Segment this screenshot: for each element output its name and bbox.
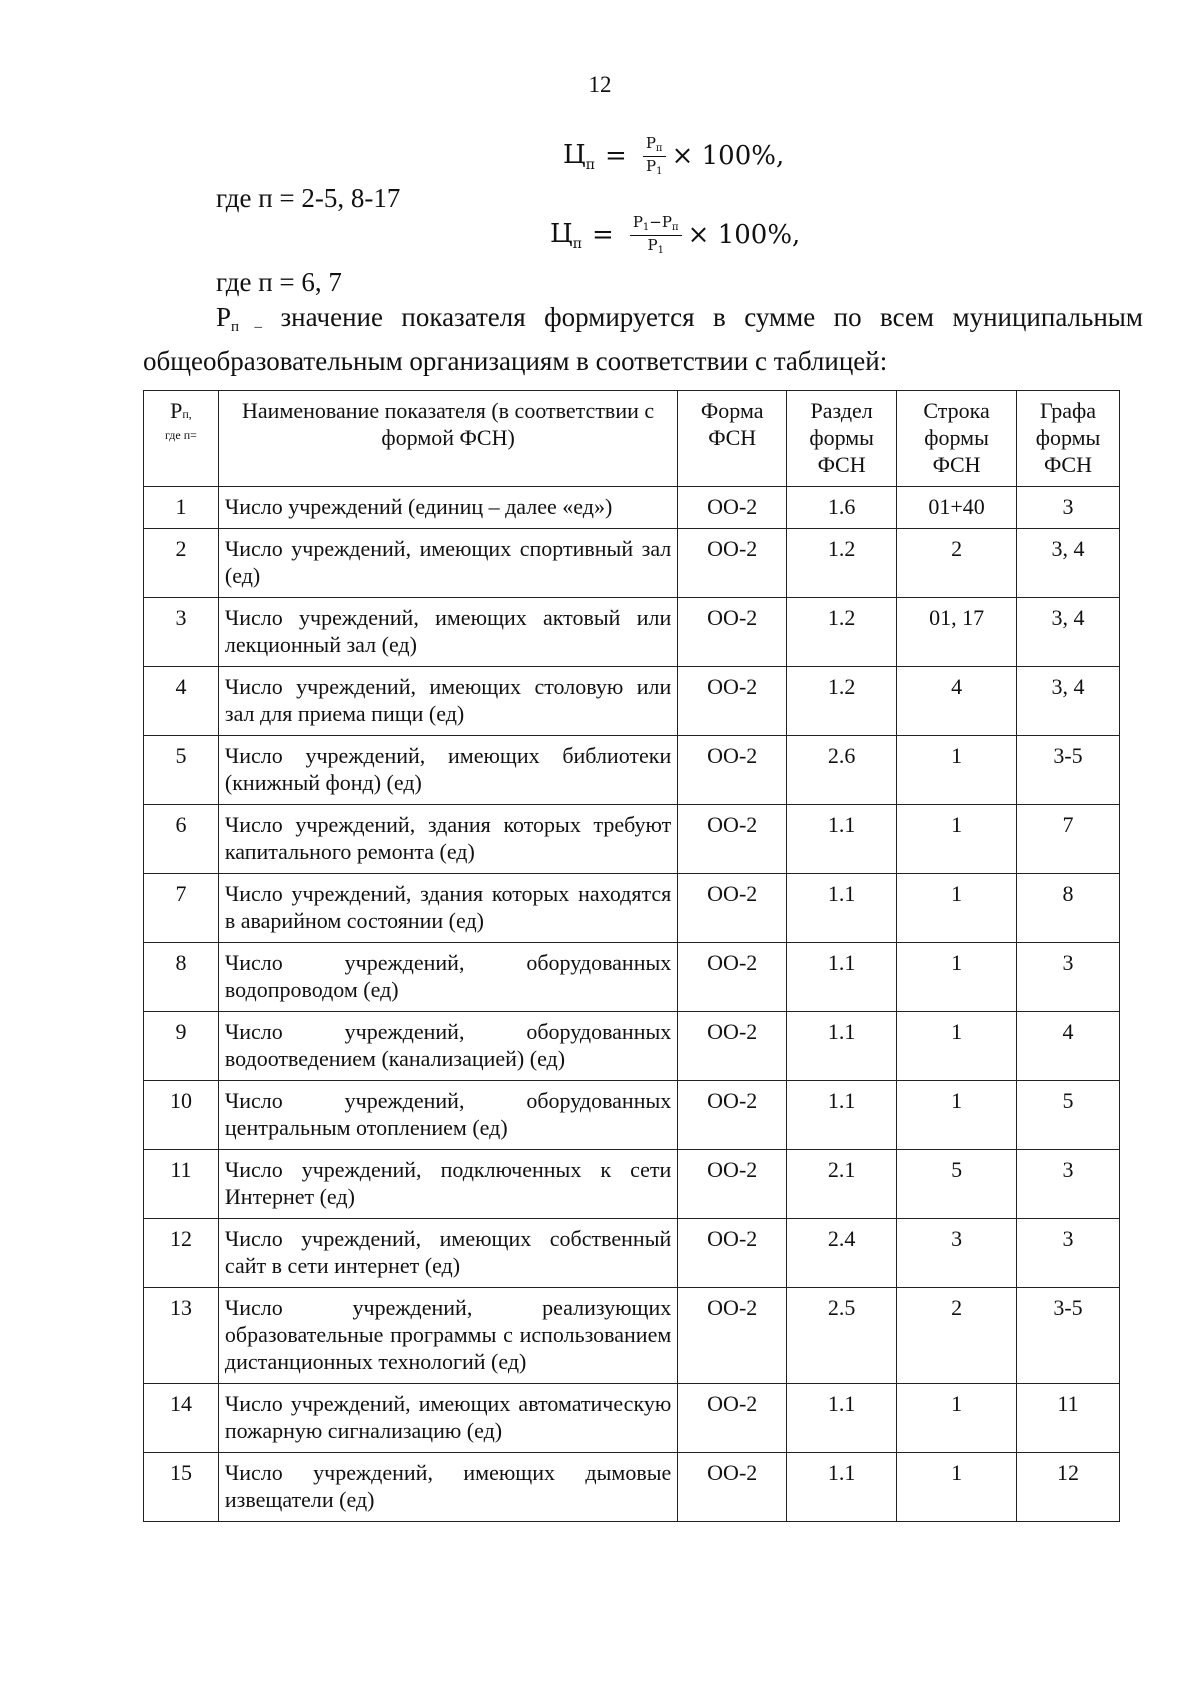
- formula-2: $Ц_п$ = $\frac{P_1-P_п}{P_1}$ × 100%,: [550, 213, 801, 256]
- table-cell: ОО-2: [678, 1384, 787, 1453]
- table-cell: Число учреждений, имеющих спортивный зал (ед): [218, 529, 677, 598]
- table-cell: ОО-2: [678, 1081, 787, 1150]
- table-row: [144, 529, 1120, 598]
- table-cell: 2.6: [787, 736, 897, 805]
- table-cell: 1: [897, 805, 1017, 874]
- table-cell: ОО-2: [678, 874, 787, 943]
- table-cell: 1: [897, 874, 1017, 943]
- table-cell: Число учреждений, реализующих образовательные программы с использованием дистанционных технологий (ед): [218, 1288, 677, 1384]
- formula-1: $Ц_п$ = $\frac{P_п}{P_1}$ × 100%,: [563, 134, 785, 177]
- table-cell: Число учреждений, оборудованных водоотведением (канализацией) (ед): [218, 1012, 677, 1081]
- table-header-row: [144, 391, 1120, 487]
- table-cell: 1: [897, 736, 1017, 805]
- table-cell: Число учреждений, имеющих библиотеки (книжный фонд) (ед): [218, 736, 677, 805]
- header-p: Рп, где п=: [144, 391, 219, 487]
- table-cell: ОО-2: [678, 529, 787, 598]
- table-row: [144, 1288, 1120, 1384]
- table-cell: 1.2: [787, 667, 897, 736]
- table-cell: 3: [1017, 487, 1120, 529]
- table-cell: 1: [897, 1081, 1017, 1150]
- header-column: Графа формы ФСН: [1017, 391, 1120, 487]
- table-row: [144, 1384, 1120, 1453]
- formula-1-lhs: $Ц_п$: [563, 139, 596, 173]
- table-cell: 01, 17: [897, 598, 1017, 667]
- formula-2-lhs: $Ц_п$: [550, 218, 583, 252]
- table-cell: 1.1: [787, 1453, 897, 1522]
- table-row: [144, 805, 1120, 874]
- table-cell: 2.5: [787, 1288, 897, 1384]
- table-cell: 2: [144, 529, 219, 598]
- table-cell: ОО-2: [678, 1219, 787, 1288]
- table-cell: Число учреждений, оборудованных центральным отоплением (ед): [218, 1081, 677, 1150]
- table-row: [144, 1081, 1120, 1150]
- table-cell: 5: [1017, 1081, 1120, 1150]
- header-form: Форма ФСН: [678, 391, 787, 487]
- table-cell: 3: [1017, 1150, 1120, 1219]
- table-cell: 2: [897, 529, 1017, 598]
- description-paragraph: Рп – значение показателя формируется в сумме по всем муниципальным общеобразовательным организациям в соответствии с таблицей:: [143, 302, 1143, 376]
- table-cell: ОО-2: [678, 1012, 787, 1081]
- table-row: [144, 943, 1120, 1012]
- table-cell: 3, 4: [1017, 667, 1120, 736]
- table-cell: 1.1: [787, 1081, 897, 1150]
- table-row: [144, 874, 1120, 943]
- table-cell: 13: [144, 1288, 219, 1384]
- table-cell: Число учреждений, подключенных к сети Интернет (ед): [218, 1150, 677, 1219]
- table-cell: 8: [144, 943, 219, 1012]
- table-cell: 3: [1017, 943, 1120, 1012]
- table-cell: 1.6: [787, 487, 897, 529]
- header-row: Строка формы ФСН: [897, 391, 1017, 487]
- table-row: [144, 1453, 1120, 1522]
- table-cell: 1.1: [787, 943, 897, 1012]
- table-cell: 2: [897, 1288, 1017, 1384]
- table-cell: 1.2: [787, 598, 897, 667]
- table-cell: 5: [144, 736, 219, 805]
- table-cell: 4: [897, 667, 1017, 736]
- table-cell: 5: [897, 1150, 1017, 1219]
- table-cell: 1: [897, 1384, 1017, 1453]
- table-cell: 4: [1017, 1012, 1120, 1081]
- table-cell: 6: [144, 805, 219, 874]
- formula-2-fraction: $\frac{P_1-P_п}{P_1}$: [630, 214, 682, 256]
- table-cell: Число учреждений, оборудованных водопроводом (ед): [218, 943, 677, 1012]
- table-cell: 10: [144, 1081, 219, 1150]
- table-cell: ОО-2: [678, 598, 787, 667]
- table-cell: ОО-2: [678, 487, 787, 529]
- page-number: 12: [588, 72, 612, 97]
- table-cell: Число учреждений, здания которых требуют капитального ремонта (ед): [218, 805, 677, 874]
- table-cell: 1: [897, 943, 1017, 1012]
- where-clause-1: где п = 2-5, 8-17: [216, 183, 401, 213]
- formula-1-rhs: × 100%,: [671, 141, 785, 171]
- table-cell: Число учреждений, имеющих дымовые извещатели (ед): [218, 1453, 677, 1522]
- table-row: [144, 487, 1120, 529]
- table-row: [144, 667, 1120, 736]
- table-row: [144, 1012, 1120, 1081]
- table-cell: 12: [144, 1219, 219, 1288]
- table-cell: 3: [144, 598, 219, 667]
- table-cell: 2.4: [787, 1219, 897, 1288]
- table-cell: 4: [144, 667, 219, 736]
- table-row: [144, 736, 1120, 805]
- table-cell: 3-5: [1017, 1288, 1120, 1384]
- table-cell: 11: [144, 1150, 219, 1219]
- table-row: [144, 598, 1120, 667]
- formula-2-rhs: × 100%,: [687, 220, 801, 250]
- table-cell: 1: [897, 1012, 1017, 1081]
- table-cell: 3-5: [1017, 736, 1120, 805]
- table-cell: ОО-2: [678, 1288, 787, 1384]
- table-cell: 3, 4: [1017, 529, 1120, 598]
- table-cell: 2.1: [787, 1150, 897, 1219]
- table-cell: 15: [144, 1453, 219, 1522]
- table-cell: 3: [1017, 1219, 1120, 1288]
- table-cell: 7: [144, 874, 219, 943]
- header-name: Наименование показателя (в соответствии с формой ФСН): [218, 391, 677, 487]
- table-cell: ОО-2: [678, 805, 787, 874]
- table-cell: 1: [897, 1453, 1017, 1522]
- table-cell: ОО-2: [678, 1150, 787, 1219]
- table-cell: ОО-2: [678, 1453, 787, 1522]
- header-section: Раздел формы ФСН: [787, 391, 897, 487]
- table-cell: Число учреждений, имеющих актовый или лекционный зал (ед): [218, 598, 677, 667]
- table-cell: ОО-2: [678, 667, 787, 736]
- table-cell: 9: [144, 1012, 219, 1081]
- where-clause-2: где п = 6, 7: [216, 267, 342, 297]
- table-cell: Число учреждений (единиц – далее «ед»): [218, 487, 677, 529]
- table-cell: 1.1: [787, 874, 897, 943]
- table-cell: 1: [144, 487, 219, 529]
- table-cell: 12: [1017, 1453, 1120, 1522]
- table-cell: 8: [1017, 874, 1120, 943]
- formula-1-fraction: $\frac{P_п}{P_1}$: [643, 135, 666, 177]
- table-cell: Число учреждений, имеющих собственный сайт в сети интернет (ед): [218, 1219, 677, 1288]
- table-row: [144, 1150, 1120, 1219]
- table-row: [144, 1219, 1120, 1288]
- table-cell: 01+40: [897, 487, 1017, 529]
- table-cell: 3, 4: [1017, 598, 1120, 667]
- table-cell: 7: [1017, 805, 1120, 874]
- table-cell: 1.1: [787, 1012, 897, 1081]
- table-cell: ОО-2: [678, 943, 787, 1012]
- table-cell: Число учреждений, имеющих автоматическую пожарную сигнализацию (ед): [218, 1384, 677, 1453]
- table-cell: 11: [1017, 1384, 1120, 1453]
- table-cell: 14: [144, 1384, 219, 1453]
- table-cell: 3: [897, 1219, 1017, 1288]
- table-cell: 1.1: [787, 805, 897, 874]
- table-cell: 1.1: [787, 1384, 897, 1453]
- table-cell: Число учреждений, имеющих столовую или зал для приема пищи (ед): [218, 667, 677, 736]
- indicators-table: [143, 390, 1120, 1522]
- table-cell: 1.2: [787, 529, 897, 598]
- table-cell: ОО-2: [678, 736, 787, 805]
- table-cell: Число учреждений, здания которых находятся в аварийном состоянии (ед): [218, 874, 677, 943]
